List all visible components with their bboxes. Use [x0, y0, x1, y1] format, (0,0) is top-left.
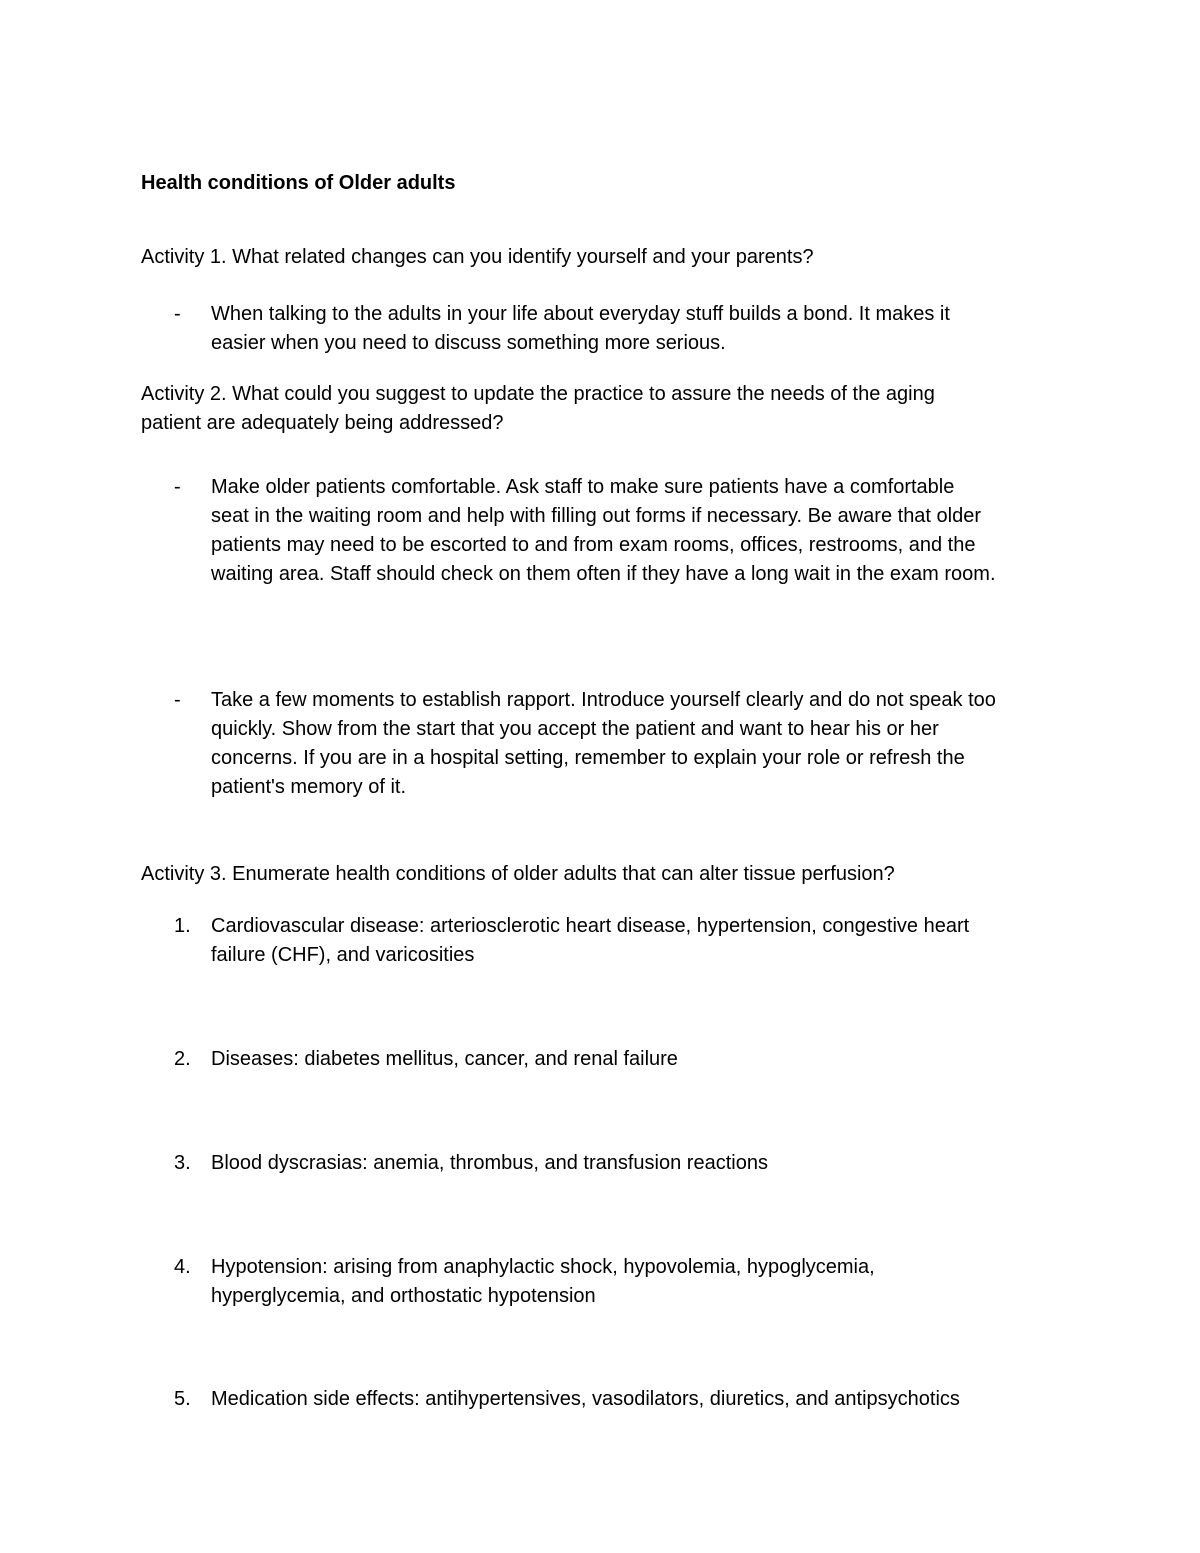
item-line: Cardiovascular disease: arteriosclerotic heart disease, hypertension, congestive heart — [211, 915, 970, 937]
answer-line: patient's memory of it. — [211, 776, 406, 798]
item-text — [211, 1385, 1071, 1414]
answer-line: quickly. Show from the start that you accept the patient and want to hear his or her — [211, 718, 939, 740]
item-text — [211, 1045, 1071, 1074]
answer-line: Take a few moments to establish rapport. Introduce yourself clearly and do not speak too — [211, 689, 996, 711]
item-text — [211, 912, 1071, 970]
item-text — [211, 1253, 1071, 1311]
item-line: failure (CHF), and varicosities — [211, 944, 475, 966]
list-number: 3. — [174, 1152, 191, 1174]
answer-line: patients may need to be escorted to and from exam rooms, offices, restrooms, and the — [211, 534, 976, 556]
list-number: 2. — [174, 1048, 191, 1070]
bullet-dash: - — [174, 303, 181, 325]
item-text — [211, 1149, 1071, 1178]
answer-line: seat in the waiting room and help with filling out forms if necessary. Be aware that older — [211, 505, 982, 527]
bullet-dash: - — [174, 689, 181, 711]
question-line: patient are adequately being addressed? — [141, 412, 504, 434]
item-line: Hypotension: arising from anaphylactic shock, hypovolemia, hypoglycemia, — [211, 1256, 875, 1278]
list-number: 4. — [174, 1256, 191, 1278]
list-number: 1. — [174, 915, 191, 937]
activity-3-question: Activity 3. Enumerate health conditions of older adults that can alter tissue perfusion? — [141, 863, 895, 885]
answer-line: waiting area. Staff should check on them often if they have a long wait in the exam room. — [211, 563, 996, 585]
answer-text — [211, 300, 1071, 358]
answer-line: Make older patients comfortable. Ask staff to make sure patients have a comfortable — [211, 476, 955, 498]
item-line: Medication side effects: antihypertensives, vasodilators, diuretics, and antipsychotics — [211, 1388, 960, 1410]
bullet-dash: - — [174, 476, 181, 498]
answer-text — [211, 473, 1071, 589]
question-line: Activity 2. What could you suggest to update the practice to assure the needs of the aging — [141, 383, 935, 405]
document-title: Health conditions of Older adults — [141, 172, 456, 194]
item-line: hyperglycemia, and orthostatic hypotension — [211, 1285, 596, 1307]
answer-line: When talking to the adults in your life about everyday stuff builds a bond. It makes it — [211, 303, 950, 325]
item-line: Blood dyscrasias: anemia, thrombus, and transfusion reactions — [211, 1152, 768, 1174]
list-number: 5. — [174, 1388, 191, 1410]
activity-2-question — [141, 380, 1041, 438]
answer-line: easier when you need to discuss something more serious. — [211, 332, 726, 354]
answer-line: concerns. If you are in a hospital setting, remember to explain your role or refresh the — [211, 747, 965, 769]
answer-text — [211, 686, 1071, 802]
activity-1-question: Activity 1. What related changes can you identify yourself and your parents? — [141, 246, 814, 268]
item-line: Diseases: diabetes mellitus, cancer, and renal failure — [211, 1048, 678, 1070]
